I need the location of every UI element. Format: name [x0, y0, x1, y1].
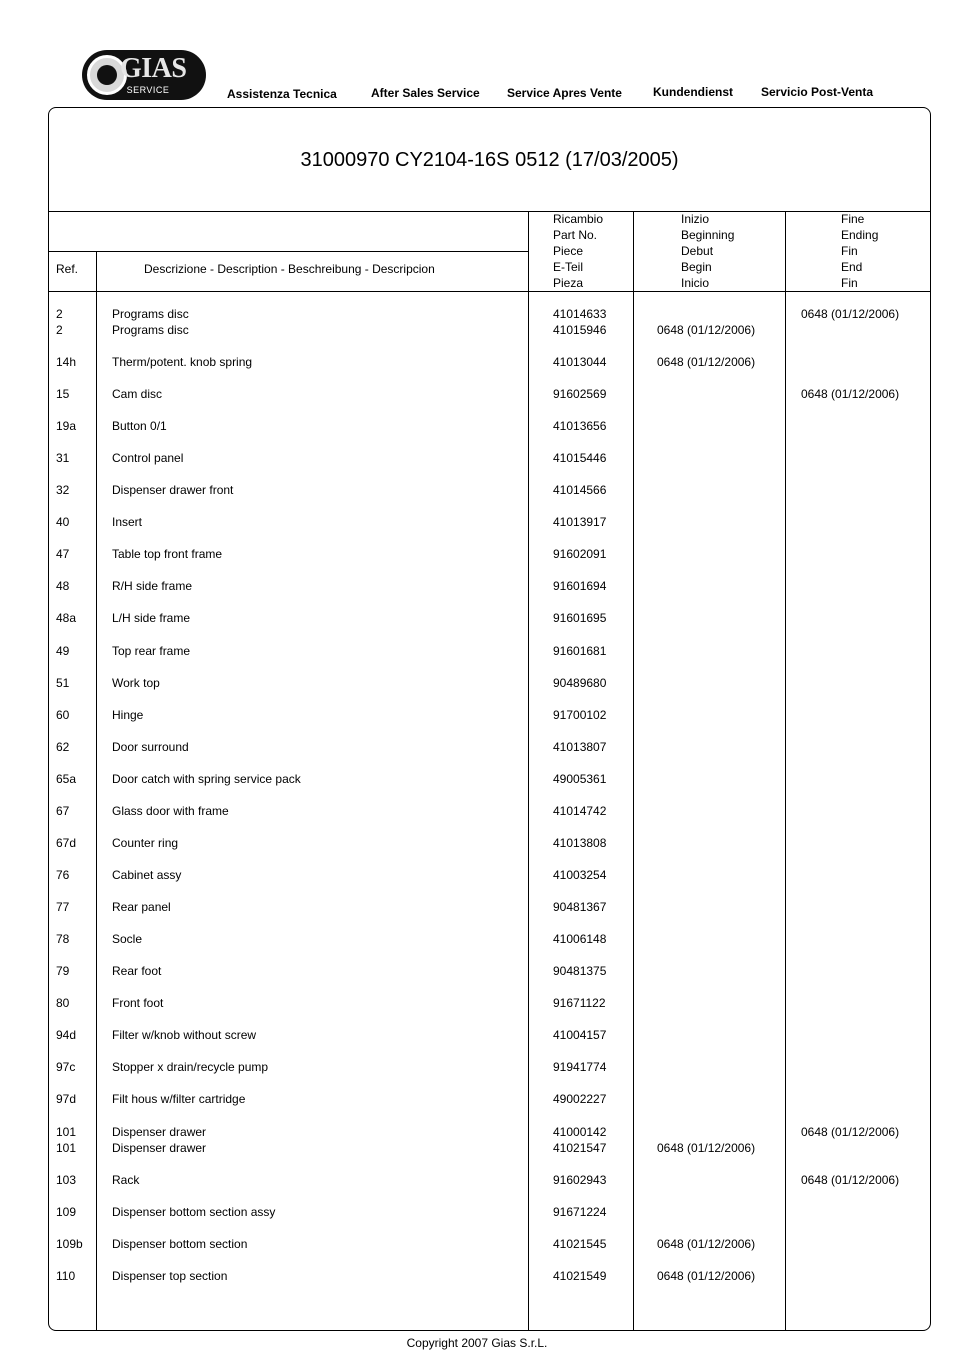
cell-ref: 47 — [56, 547, 70, 561]
logo-service-label: SERVICE — [126, 85, 170, 95]
title-divider — [48, 211, 931, 212]
cell-part-number: 91601681 — [553, 644, 607, 658]
cell-ref: 77 — [56, 900, 70, 914]
cell-description: Hinge — [112, 708, 144, 722]
cell-ref: 109 — [56, 1205, 77, 1219]
part-number-header: Ricambio Part No. Piece E-Teil Pieza — [553, 212, 604, 290]
part-column-divider — [633, 211, 634, 1331]
start-column-divider — [785, 211, 786, 1331]
cell-description: Glass door with frame — [112, 804, 229, 818]
cell-end: 0648 (01/12/2006) — [801, 307, 900, 321]
cell-start: 0648 (01/12/2006) — [657, 1141, 756, 1155]
cell-ref: 76 — [56, 868, 70, 882]
header-after-sales-service: After Sales Service — [371, 86, 480, 100]
cell-part-number: 41014566 — [553, 483, 607, 497]
cell-description: Top rear frame — [112, 644, 191, 658]
copyright-footer: Copyright 2007 Gias S.r.L. — [406, 1336, 548, 1350]
cell-part-number: 91602091 — [553, 547, 607, 561]
cell-description: Counter ring — [112, 836, 179, 850]
cell-start: 0648 (01/12/2006) — [657, 355, 756, 369]
description-header: Descrizione - Description - Beschreibung - Descripcion — [144, 262, 435, 276]
end-header: Fine Ending Fin End Fin — [841, 212, 879, 290]
header-bottom-line — [48, 291, 931, 292]
cell-ref: 65a — [56, 772, 77, 786]
cell-description: Socle — [112, 932, 143, 946]
cell-end: 0648 (01/12/2006) — [801, 387, 900, 401]
cell-description: Therm/potent. knob spring — [112, 355, 253, 369]
cell-description: Dispenser bottom section — [112, 1237, 248, 1251]
cell-part-number: 91601695 — [553, 611, 607, 625]
cell-part-number: 90481375 — [553, 964, 607, 978]
cell-description: R/H side frame — [112, 579, 193, 593]
cell-end: 0648 (01/12/2006) — [801, 1173, 900, 1187]
cell-description: Table top front frame — [112, 547, 223, 561]
cell-ref: 78 — [56, 932, 70, 946]
cell-ref: 48a — [56, 611, 77, 625]
cell-ref: 101 — [56, 1125, 77, 1139]
cell-ref: 79 — [56, 964, 70, 978]
cell-ref: 103 — [56, 1173, 77, 1187]
cell-part-number: 49002227 — [553, 1092, 607, 1106]
cell-ref: 40 — [56, 515, 70, 529]
ref-column-divider — [96, 251, 97, 1331]
cell-description: L/H side frame — [112, 611, 191, 625]
cell-part-number: 41021549 — [553, 1269, 607, 1283]
cell-part-number: 41003254 — [553, 868, 607, 882]
cell-start: 0648 (01/12/2006) — [657, 323, 756, 337]
cell-ref: 62 — [56, 740, 70, 754]
cell-part-number: 41015446 — [553, 451, 607, 465]
cell-end: 0648 (01/12/2006) — [801, 1125, 900, 1139]
cell-start: 0648 (01/12/2006) — [657, 1237, 756, 1251]
cell-description: Filt hous w/filter cartridge — [112, 1092, 246, 1106]
cell-ref: 67d — [56, 836, 77, 850]
cell-part-number: 90481367 — [553, 900, 607, 914]
cell-ref: 49 — [56, 644, 70, 658]
gias-logo — [82, 50, 206, 100]
cell-ref: 48 — [56, 579, 70, 593]
cell-part-number: 41006148 — [553, 932, 607, 946]
cell-description: Dispenser drawer — [112, 1125, 207, 1139]
cell-ref: 109b — [56, 1237, 83, 1251]
cell-part-number: 41000142 — [553, 1125, 607, 1139]
cell-ref: 80 — [56, 996, 70, 1010]
cell-ref: 51 — [56, 676, 70, 690]
desc-column-divider — [528, 211, 529, 1331]
cell-part-number: 91941774 — [553, 1060, 607, 1074]
header-split-line — [48, 251, 529, 252]
header-servicio-post-venta: Servicio Post-Venta — [761, 85, 874, 99]
cell-ref: 32 — [56, 483, 70, 497]
start-header: Inizio Beginning Debut Begin Inicio — [681, 212, 735, 290]
cell-description: Door catch with spring service pack — [112, 772, 301, 786]
cell-description: Dispenser bottom section assy — [112, 1205, 276, 1219]
cell-part-number: 41015946 — [553, 323, 607, 337]
cell-part-number: 41014633 — [553, 307, 607, 321]
cell-ref: 110 — [56, 1269, 76, 1283]
cell-description: Dispenser top section — [112, 1269, 228, 1283]
cell-description: Rear foot — [112, 964, 162, 978]
cell-description: Control panel — [112, 451, 184, 465]
cell-description: Dispenser drawer front — [112, 483, 234, 497]
document-title: 31000970 CY2104-16S 0512 (17/03/2005) — [300, 149, 679, 171]
cell-part-number: 41013656 — [553, 419, 607, 433]
cell-ref: 15 — [56, 387, 70, 401]
cell-ref: 94d — [56, 1028, 77, 1042]
cell-ref: 97c — [56, 1060, 76, 1074]
header-assistenza-tecnica: Assistenza Tecnica — [227, 87, 337, 101]
cell-description: Programs disc — [112, 307, 189, 321]
cell-description: Work top — [112, 676, 160, 690]
cell-ref: 31 — [56, 451, 70, 465]
cell-ref: 2 — [56, 307, 63, 321]
cell-ref: 67 — [56, 804, 70, 818]
cell-description: Button 0/1 — [112, 419, 167, 433]
cell-part-number: 41013917 — [553, 515, 607, 529]
cell-description: Programs disc — [112, 323, 189, 337]
cell-part-number: 91602569 — [553, 387, 607, 401]
cell-part-number: 91671122 — [553, 996, 606, 1010]
cell-part-number: 90489680 — [553, 676, 607, 690]
cell-part-number: 91671224 — [553, 1205, 607, 1219]
cell-description: Filter w/knob without screw — [112, 1028, 257, 1042]
cell-description: Stopper x drain/recycle pump — [112, 1060, 269, 1074]
cell-ref: 14h — [56, 355, 77, 369]
cell-description: Cabinet assy — [112, 868, 182, 882]
cell-part-number: 49005361 — [553, 772, 607, 786]
cell-ref: 60 — [56, 708, 70, 722]
cell-part-number: 91602943 — [553, 1173, 607, 1187]
cell-part-number: 41014742 — [553, 804, 607, 818]
cell-description: Door surround — [112, 740, 189, 754]
cell-description: Insert — [112, 515, 143, 529]
logo-brand: GIAS — [120, 53, 187, 84]
cell-ref: 19a — [56, 419, 77, 433]
cell-description: Front foot — [112, 996, 164, 1010]
cell-start: 0648 (01/12/2006) — [657, 1269, 756, 1283]
cell-part-number: 41013807 — [553, 740, 607, 754]
cell-ref: 97d — [56, 1092, 77, 1106]
cell-description: Rack — [112, 1173, 140, 1187]
cell-description: Dispenser drawer — [112, 1141, 207, 1155]
header-kundendienst: Kundendienst — [653, 85, 733, 99]
cell-description: Cam disc — [112, 387, 163, 401]
cell-part-number: 91601694 — [553, 579, 607, 593]
ref-header: Ref. — [56, 262, 79, 276]
cell-part-number: 91700102 — [553, 708, 607, 722]
header-service-apres-vente: Service Apres Vente — [507, 86, 622, 100]
cell-ref: 101 — [56, 1141, 77, 1155]
cell-part-number: 41013044 — [553, 355, 607, 369]
cell-part-number: 41013808 — [553, 836, 607, 850]
cell-ref: 2 — [56, 323, 63, 337]
cell-part-number: 41021545 — [553, 1237, 607, 1251]
cell-description: Rear panel — [112, 900, 171, 914]
cell-part-number: 41004157 — [553, 1028, 607, 1042]
cell-part-number: 41021547 — [553, 1141, 607, 1155]
